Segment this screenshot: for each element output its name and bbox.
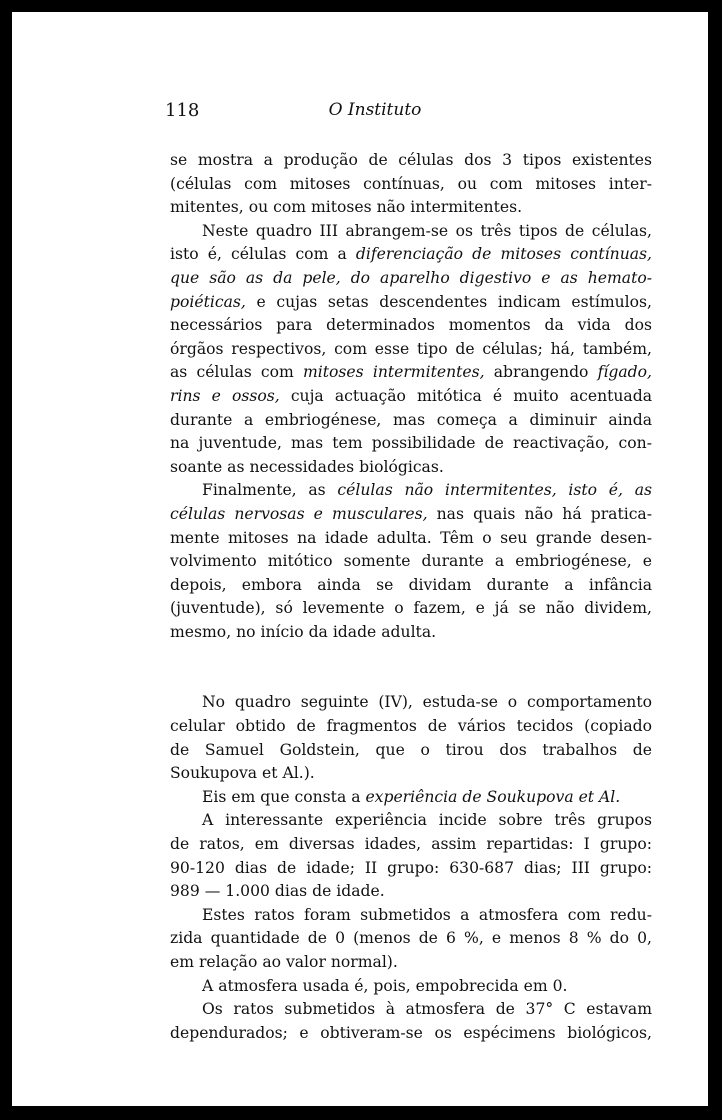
text-line: Finalmente, as células não intermitentes, isto é, as [202,481,652,500]
text-line: soante as necessidades biológicas. [170,457,444,476]
page-header [165,100,585,130]
text-line: na juventude, mas tem possibilidade de reactivação, con- [170,434,652,453]
text-line: Soukupova et Al.). [170,764,315,783]
text-line: zida quantidade de 0 (menos de 6 %, e menos 8 % do 0, [170,929,652,948]
text-line: durante a embriogénese, mas começa a diminuir ainda [170,410,652,429]
text-line: 989 — 1.000 dias de idade. [170,882,385,901]
body-text [170,149,652,1045]
text-line: (juventude), só levemente o fazem, e já se não dividem, [170,599,652,618]
text-line: em relação ao valor normal). [170,953,398,971]
book-page [12,12,708,1106]
text-line: No quadro seguinte (IV), estuda-se o comportamento [202,693,652,712]
text-line: necessários para determinados momentos da vida dos [170,316,652,335]
text-line: células nervosas e musculares, nas quais não há pratica- [170,504,652,523]
text-line: que são as da pele, do aparelho digestivo e as hemato- [170,268,652,287]
text-line: poiéticas, e cujas setas descendentes indicam estímulos, [170,292,652,311]
text-line: Eis em que consta a experiência de Soukupova et Al. [202,787,621,806]
text-line: mitentes, ou com mitoses não intermitentes. [170,198,523,217]
text-line: isto é, células com a diferenciação de mitoses contínuas, [170,245,652,264]
text-line: mente mitoses na idade adulta. Têm o seu grande desen- [170,528,652,547]
text-line: Estes ratos foram submetidos a atmosfera com redu- [202,905,652,924]
text-line: Neste quadro III abrangem-se os três tipos de células, [202,221,652,240]
page-number: 118 [165,100,200,121]
text-line: dependurados; e obtiveram-se os espécimens biológicos, [170,1023,652,1042]
text-line: se mostra a produção de células dos 3 tipos existentes [170,151,652,169]
text-line: depois, embora ainda se dividam durante a infância [170,575,652,594]
text-line: órgãos respectivos, com esse tipo de células; há, também, [170,339,652,358]
text-line: celular obtido de fragmentos de vários tecidos (copiado [170,717,652,736]
text-line: Os ratos submetidos à atmosfera de 37° C estavam [202,1000,652,1019]
text-line: volvimento mitótico somente durante a embriogénese, e [170,552,652,571]
text-line: A atmosfera usada é, pois, empobrecida em 0. [202,976,568,995]
text-line: 90-120 dias de idade; II grupo: 630-687 dias; III grupo: [170,858,652,877]
running-title: O Instituto [328,100,422,120]
text-line: A interessante experiência incide sobre três grupos [202,811,652,830]
text-line: mesmo, no início da idade adulta. [170,622,437,641]
text-line: rins e ossos, cuja actuação mitótica é muito acentuada [170,386,652,405]
text-line: as células com mitoses intermitentes, abrangendo fígado, [170,363,652,382]
text-line: de Samuel Goldstein, que o tirou dos trabalhos de [170,740,652,759]
text-line: (células com mitoses contínuas, ou com mitoses inter- [170,174,652,193]
section-gap [170,644,652,691]
text-line: de ratos, em diversas idades, assim repartidas: I grupo: [170,835,652,854]
